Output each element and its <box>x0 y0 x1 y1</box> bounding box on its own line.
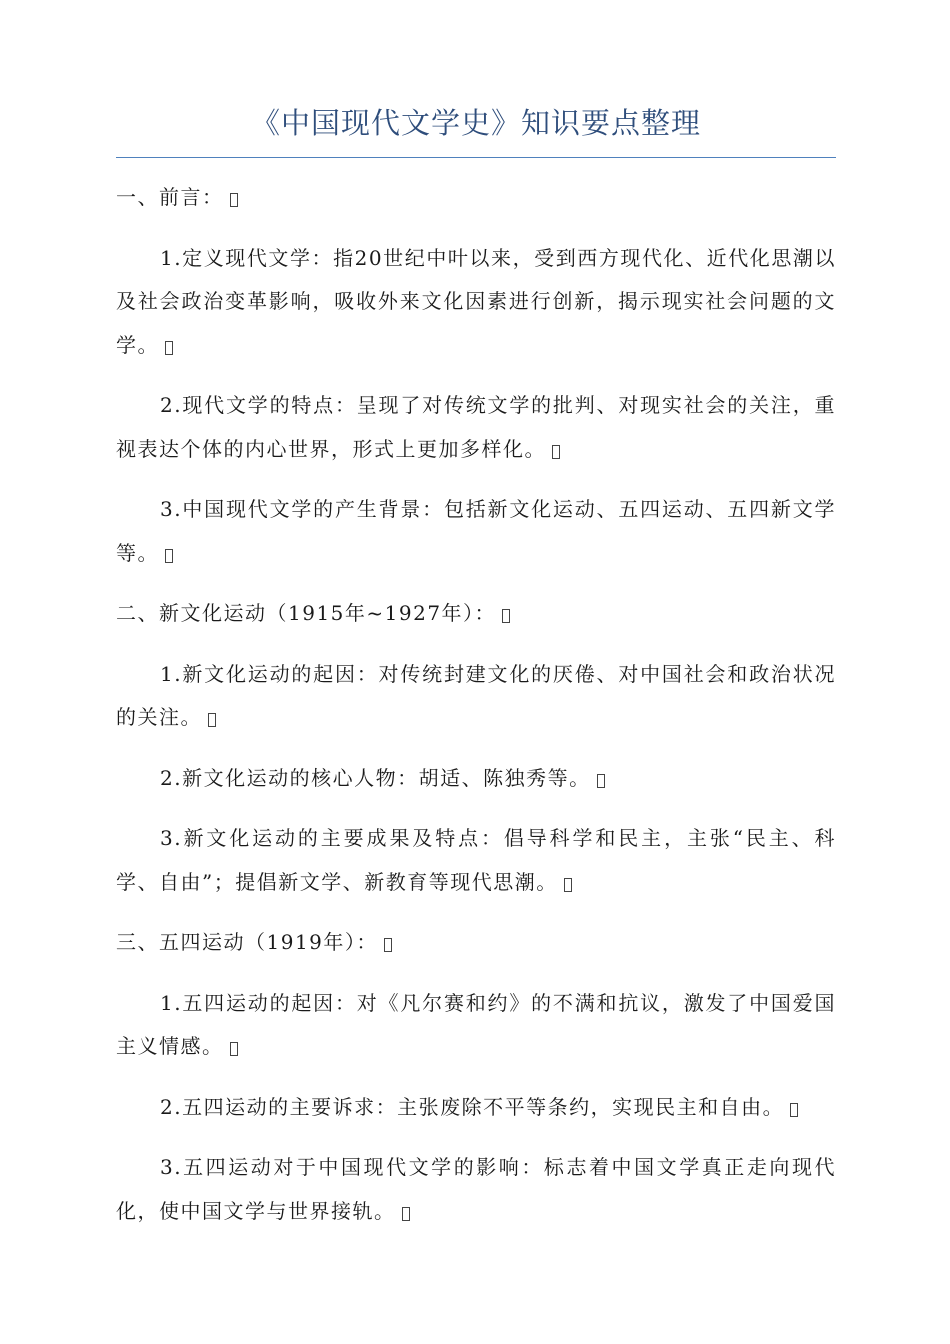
paragraph-mark-icon <box>790 1103 798 1117</box>
list-item <box>116 982 836 1069</box>
list-item <box>116 488 836 575</box>
paragraph-mark-icon <box>165 549 173 563</box>
paragraph-mark-icon <box>165 341 173 355</box>
section-heading-new-culture-movement <box>116 592 836 636</box>
paragraph-mark-icon <box>502 609 510 623</box>
list-item-text: 2.新文化运动的核心人物：胡适、陈独秀等。 <box>160 765 591 790</box>
list-item-text: 3.中国现代文学的产生背景：包括新文化运动、五四运动、五四新文学等。 <box>116 497 836 565</box>
list-item-text: 3.新文化运动的主要成果及特点：倡导科学和民主，主张“民主、科学、自由”；提倡新文学、新教育等现代思潮。 <box>116 826 836 894</box>
list-item-text: 2.五四运动的主要诉求：主张废除不平等条约，实现民主和自由。 <box>160 1094 785 1119</box>
list-item-text: 2.现代文学的特点：呈现了对传统文学的批判、对现实社会的关注，重视表达个体的内心世界，形式上更加多样化。 <box>116 393 836 461</box>
section-heading-may-fourth-movement <box>116 921 836 965</box>
paragraph-mark-icon <box>564 878 572 892</box>
list-item <box>116 817 836 904</box>
list-item <box>116 1086 836 1130</box>
section-heading-text: 三、五四运动（1919年）： <box>116 930 378 954</box>
paragraph-mark-icon <box>208 713 216 727</box>
paragraph-mark-icon <box>230 1042 238 1056</box>
list-item <box>116 1146 836 1233</box>
section-heading-preface <box>116 176 836 220</box>
list-item <box>116 237 836 368</box>
list-item <box>116 653 836 740</box>
paragraph-mark-icon <box>230 193 238 207</box>
list-item-text: 1.定义现代文学：指20世纪中叶以来，受到西方现代化、近代化思潮以及社会政治变革影响，吸收外来文化因素进行创新，揭示现实社会问题的文学。 <box>116 245 836 357</box>
paragraph-mark-icon <box>552 445 560 459</box>
list-item-text: 1.新文化运动的起因：对传统封建文化的厌倦、对中国社会和政治状况的关注。 <box>116 661 836 729</box>
list-item <box>116 757 836 801</box>
document-title: 《中国现代文学史》知识要点整理 <box>250 106 701 140</box>
paragraph-mark-icon <box>402 1207 410 1221</box>
list-item <box>116 384 836 471</box>
paragraph-mark-icon <box>384 938 392 952</box>
list-item-text: 1.五四运动的起因：对《凡尔赛和约》的不满和抗议，激发了中国爱国主义情感。 <box>116 990 836 1058</box>
paragraph-mark-icon <box>597 774 605 788</box>
list-item-text: 3.五四运动对于中国现代文学的影响：标志着中国文学真正走向现代化，使中国文学与世界接轨。 <box>116 1155 836 1223</box>
title-underline <box>116 157 836 158</box>
document-body <box>116 176 836 1250</box>
section-heading-text: 一、前言： <box>116 185 224 209</box>
section-heading-text: 二、新文化运动（1915年~1927年）： <box>116 601 497 625</box>
